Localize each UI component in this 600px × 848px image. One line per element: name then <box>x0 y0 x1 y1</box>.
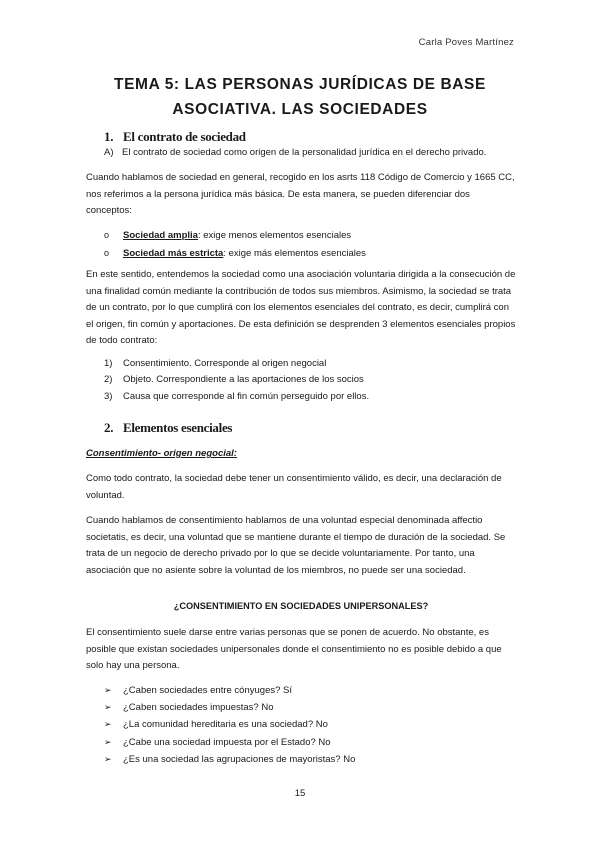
question-text: ¿Caben sociedades entre cónyuges? Sí <box>123 685 292 696</box>
paragraph-text: Como todo contrato, la sociedad debe tener un consentimiento válido, es decir, una declaración de voluntad. <box>86 473 502 501</box>
question-item <box>104 751 355 768</box>
list-number: 2) <box>104 374 113 386</box>
bullet-item <box>104 227 366 245</box>
page-number: 15 <box>294 788 306 799</box>
arrow-icon: ➢ <box>104 736 112 747</box>
concept-bullets <box>104 227 366 262</box>
question-text: ¿La comunidad hereditaria es una sociedad? No <box>123 719 328 731</box>
paragraph-text: El consentimiento suele darse entre varias personas que se ponen de acuerdo. No obstante, es posible que existan sociedades unipersonales donde el consentimiento no es posible debido a que solo hay una persona. <box>86 627 502 671</box>
page-title <box>80 72 520 122</box>
bullet-term: Sociedad amplia <box>123 230 198 241</box>
bullet-mark: o <box>104 247 110 258</box>
section-1-subitem <box>104 147 486 158</box>
consent-subheading: Consentimiento- origen negocial: <box>86 448 237 459</box>
list-number: 3) <box>104 390 113 402</box>
list-item <box>104 356 369 372</box>
question-text: ¿Cabe una sociedad impuesta por el Estado? No <box>123 736 331 748</box>
list-text: Causa que corresponde al fin común perseguido por ellos. <box>123 390 370 402</box>
question-item <box>104 699 355 716</box>
paragraph-text: Cuando hablamos de consentimiento hablamos de una voluntad especial denominada affectio societatis, es decir, una voluntad que se mantiene durante el tiempo de duración de la sociedad. Se trata de un negocio de derecho privado por lo que se decide voluntariamente. Por tanto, una asociación que no asiente sobre la voluntad de los miembros, no puede ser una sociedad. <box>86 515 506 576</box>
bullet-mark: o <box>104 230 110 240</box>
bullet-rest: : exige menos elementos esenciales <box>197 230 352 241</box>
questions-list <box>104 682 355 768</box>
elements-list <box>104 356 369 405</box>
title-line-1: TEMA 5: LAS PERSONAS JURÍDICAS DE BASE <box>114 76 486 93</box>
bullet-rest: : exige más elementos esenciales <box>223 247 366 259</box>
section-2-title: Elementos esenciales <box>123 420 233 435</box>
arrow-icon: ➢ <box>104 702 112 713</box>
subitem-text: El contrato de sociedad como origen de la personalidad jurídica en el derecho privado. <box>122 147 487 158</box>
list-text: Objeto. Correspondiente a las aportaciones de los socios <box>123 374 364 386</box>
question-item <box>104 734 355 751</box>
definition-paragraph: En este sentido, entendemos la sociedad como una asociación voluntaria dirigida a la consecución de una finalidad común mediante la contribución de todos sus miembros. Asimismo, la sociedad se trata de un contrato, por lo que cumplirá con los elementos esenciales del contrato, es decir, cumplirá con el origen, fin común y aportaciones. De esta definición se desprenden 3 elementos esenciales propios de todo contrato: <box>86 269 516 346</box>
unipersonal-heading: ¿CONSENTIMIENTO EN SOCIEDADES UNIPERSONALES? <box>173 601 429 611</box>
section-1-title: El contrato de sociedad <box>123 129 246 144</box>
section-1-definition <box>86 267 516 350</box>
list-text: Consentimiento. Corresponde al origen negocial <box>123 358 327 369</box>
subitem-letter: A) <box>104 147 114 158</box>
consent-paragraph-3 <box>86 625 516 675</box>
consent-paragraph-2 <box>86 513 516 579</box>
section-2-number: 2. <box>104 420 114 435</box>
bullet-item <box>104 245 366 263</box>
list-number: 1) <box>104 358 113 369</box>
consent-paragraph-1 <box>86 471 516 504</box>
arrow-icon: ➢ <box>104 685 112 695</box>
arrow-icon: ➢ <box>104 753 112 764</box>
question-text: ¿Caben sociedades impuestas? No <box>123 702 274 714</box>
bullet-term: Sociedad más estricta <box>123 247 224 259</box>
section-1-number: 1. <box>104 129 114 144</box>
question-item <box>104 716 355 733</box>
arrow-icon: ➢ <box>104 719 112 730</box>
list-item <box>104 372 369 388</box>
section-1-intro <box>86 170 516 220</box>
title-line-2: ASOCIATIVA. LAS SOCIEDADES <box>172 101 428 118</box>
question-text: ¿Es una sociedad las agrupaciones de mayoristas? No <box>123 753 356 765</box>
list-item <box>104 389 369 405</box>
question-item <box>104 682 355 699</box>
section-1-heading <box>104 129 246 145</box>
intro-paragraph: Cuando hablamos de sociedad en general, recogido en los asrts 118 Código de Comercio y 1665 CC, nos referimos a la persona jurídica más básica. De esta manera, se pueden diferenciar dos conceptos: <box>86 172 515 216</box>
header-author: Carla Poves Martínez <box>418 37 514 48</box>
section-2-heading <box>104 420 232 436</box>
